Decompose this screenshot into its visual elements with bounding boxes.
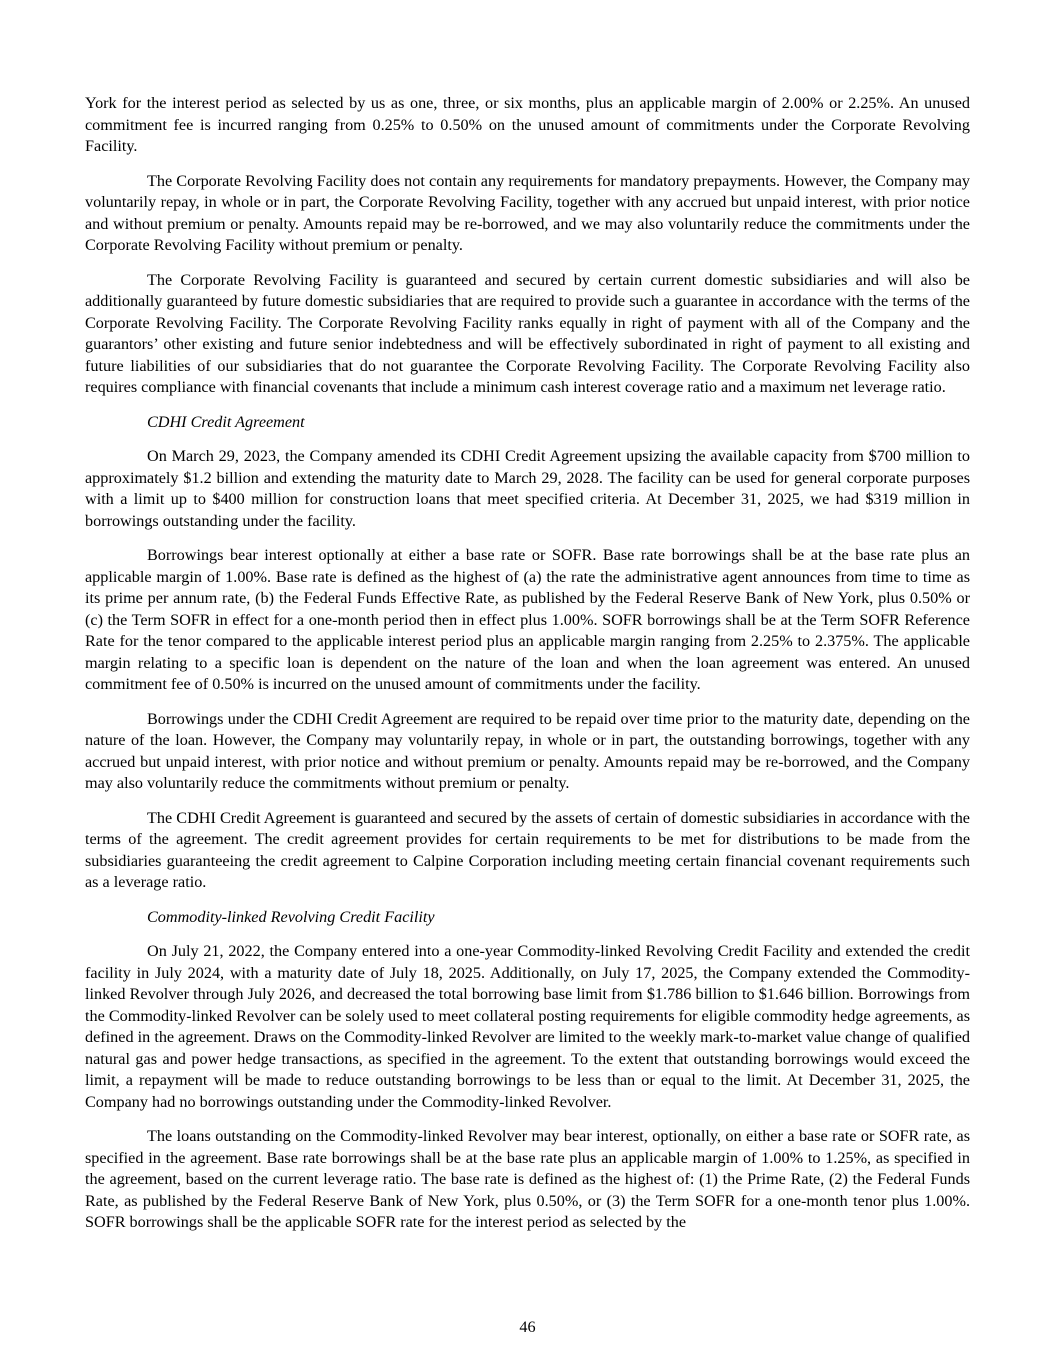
- paragraph-crf-guarantee: The Corporate Revolving Facility is guaranteed and secured by certain current domestic subsidiaries and will also be additionally guaranteed by future domestic subsidiaries that are required to provide such a guarantee in accordance with the terms of the Corporate Revolving Facility. The Corporate Revolving Facility ranks equally in right of payment with all of the Company and the guarantors’ other existing and future senior indebtedness and will be effectively subordinated in right of payment to all existing and future liabilities of our subsidiaries that do not guarantee the Corporate Revolving Facility. The Corporate Revolving Facility also requires compliance with financial covenants that include a minimum cash interest coverage ratio and a maximum net leverage ratio.: [85, 270, 970, 396]
- paragraph-cdhi-interest-terms: Borrowings bear interest optionally at either a base rate or SOFR. Base rate borrowings shall be at the base rate plus an applicable margin of 1.00%. Base rate is defined as the highest of (a) the rate the administrative agent announces from time to time as its prime per annum rate, (b) the Federal Funds Effective Rate, as published by the Federal Reserve Bank of New York, plus 0.50% or (c) the Term SOFR in effect for a one-month period then in effect plus 1.00%. SOFR borrowings shall be at the Term SOFR Reference Rate for the tenor compared to the applicable interest period plus an applicable margin ranging from 2.25% to 2.375%. The applicable margin relating to a specific loan is dependent on the nature of the loan and when the loan agreement was entered. An unused commitment fee of 0.50% is incurred on the unused amount of commitments under the facility.: [85, 546, 970, 693]
- paragraph-cdhi-amendment: On March 29, 2023, the Company amended its CDHI Credit Agreement upsizing the available capacity from $700 million to approximately $1.2 billion and extending the maturity date to March 29, 2028. The facility can be used for general corporate purposes with a limit up to $400 million for construction loans that meet specified criteria. At December 31, 2025, we had $319 million in borrowings outstanding under the facility.: [85, 447, 970, 530]
- paragraph-cdhi-repayment: Borrowings under the CDHI Credit Agreement are required to be repaid over time prior to the maturity date, depending on the nature of the loan. However, the Company may voluntarily repay, in whole or in part, the outstanding borrowings, together with any accrued but unpaid interest, with prior notice and without premium or penalty. Amounts repaid may be re-borrowed, and the Company may also voluntarily reduce the commitments without premium or penalty.: [85, 709, 970, 792]
- document-body: [85, 93, 970, 1247]
- paragraph-crf-prepayments: The Corporate Revolving Facility does not contain any requirements for mandatory prepayments. However, the Company may voluntarily repay, in whole or in part, the Corporate Revolving Facility, together with any accrued but unpaid interest, with prior notice and without premium or penalty. Amounts repaid may be re-borrowed, and we may also voluntarily reduce the commitments under the Corporate Revolving Facility without premium or penalty.: [85, 171, 970, 254]
- heading-cdhi-credit-agreement: CDHI Credit Agreement: [147, 412, 305, 431]
- paragraph-crf-continuation: York for the interest period as selected by us as one, three, or six months, plus an applicable margin of 2.00% or 2.25%. An unused commitment fee is incurred ranging from 0.25% to 0.50% on the unused amount of commitments under the Corporate Revolving Facility.: [85, 94, 970, 155]
- paragraph-cdhi-guarantee: The CDHI Credit Agreement is guaranteed and secured by the assets of certain of domestic subsidiaries in accordance with the terms of the agreement. The credit agreement provides for certain requirements to be met for distributions to be made from the subsidiaries guaranteeing the credit agreement to Calpine Corporation including meeting certain financial covenant requirements such as a leverage ratio.: [85, 808, 970, 891]
- heading-commodity-linked-facility: Commodity-linked Revolving Credit Facility: [147, 907, 435, 926]
- paragraph-commodity-interest-terms: The loans outstanding on the Commodity-linked Revolver may bear interest, optionally, on either a base rate or SOFR rate, as specified in the agreement. Base rate borrowings shall be at the base rate plus an applicable margin of 1.00% to 1.25%, as specified in the agreement, based on the current leverage ratio. The base rate is defined as the highest of: (1) the Prime Rate, (2) the Federal Funds Rate, as published by the Federal Reserve Bank of New York, plus 0.50%, or (3) the Term SOFR for a one-month tenor plus 1.00%. SOFR borrowings shall be the applicable SOFR rate for the interest period as selected by the: [85, 1127, 970, 1231]
- page-number: 46: [519, 1318, 536, 1336]
- paragraph-commodity-overview: On July 21, 2022, the Company entered into a one-year Commodity-linked Revolving Credit Facility and extended the credit facility in July 2024, with a maturity date of July 18, 2025. Additionally, on July 17, 2025, the Company extended the Commodity-linked Revolver through July 2026, and decreased the total borrowing base limit from $1.786 billion to $1.646 billion. Borrowings from the Commodity-linked Revolver can be solely used to meet collateral posting requirements for eligible commodity hedge agreements, as defined in the agreement. Draws on the Commodity-linked Revolver are limited to the weekly mark-to-market value change of qualified natural gas and power hedge transactions, as specified in the agreement. To the extent that outstanding borrowings would exceed the limit, a repayment will be made to reduce outstanding borrowings to be less than or equal to the limit. At December 31, 2025, the Company had no borrowings outstanding under the Commodity-linked Revolver.: [85, 942, 970, 1111]
